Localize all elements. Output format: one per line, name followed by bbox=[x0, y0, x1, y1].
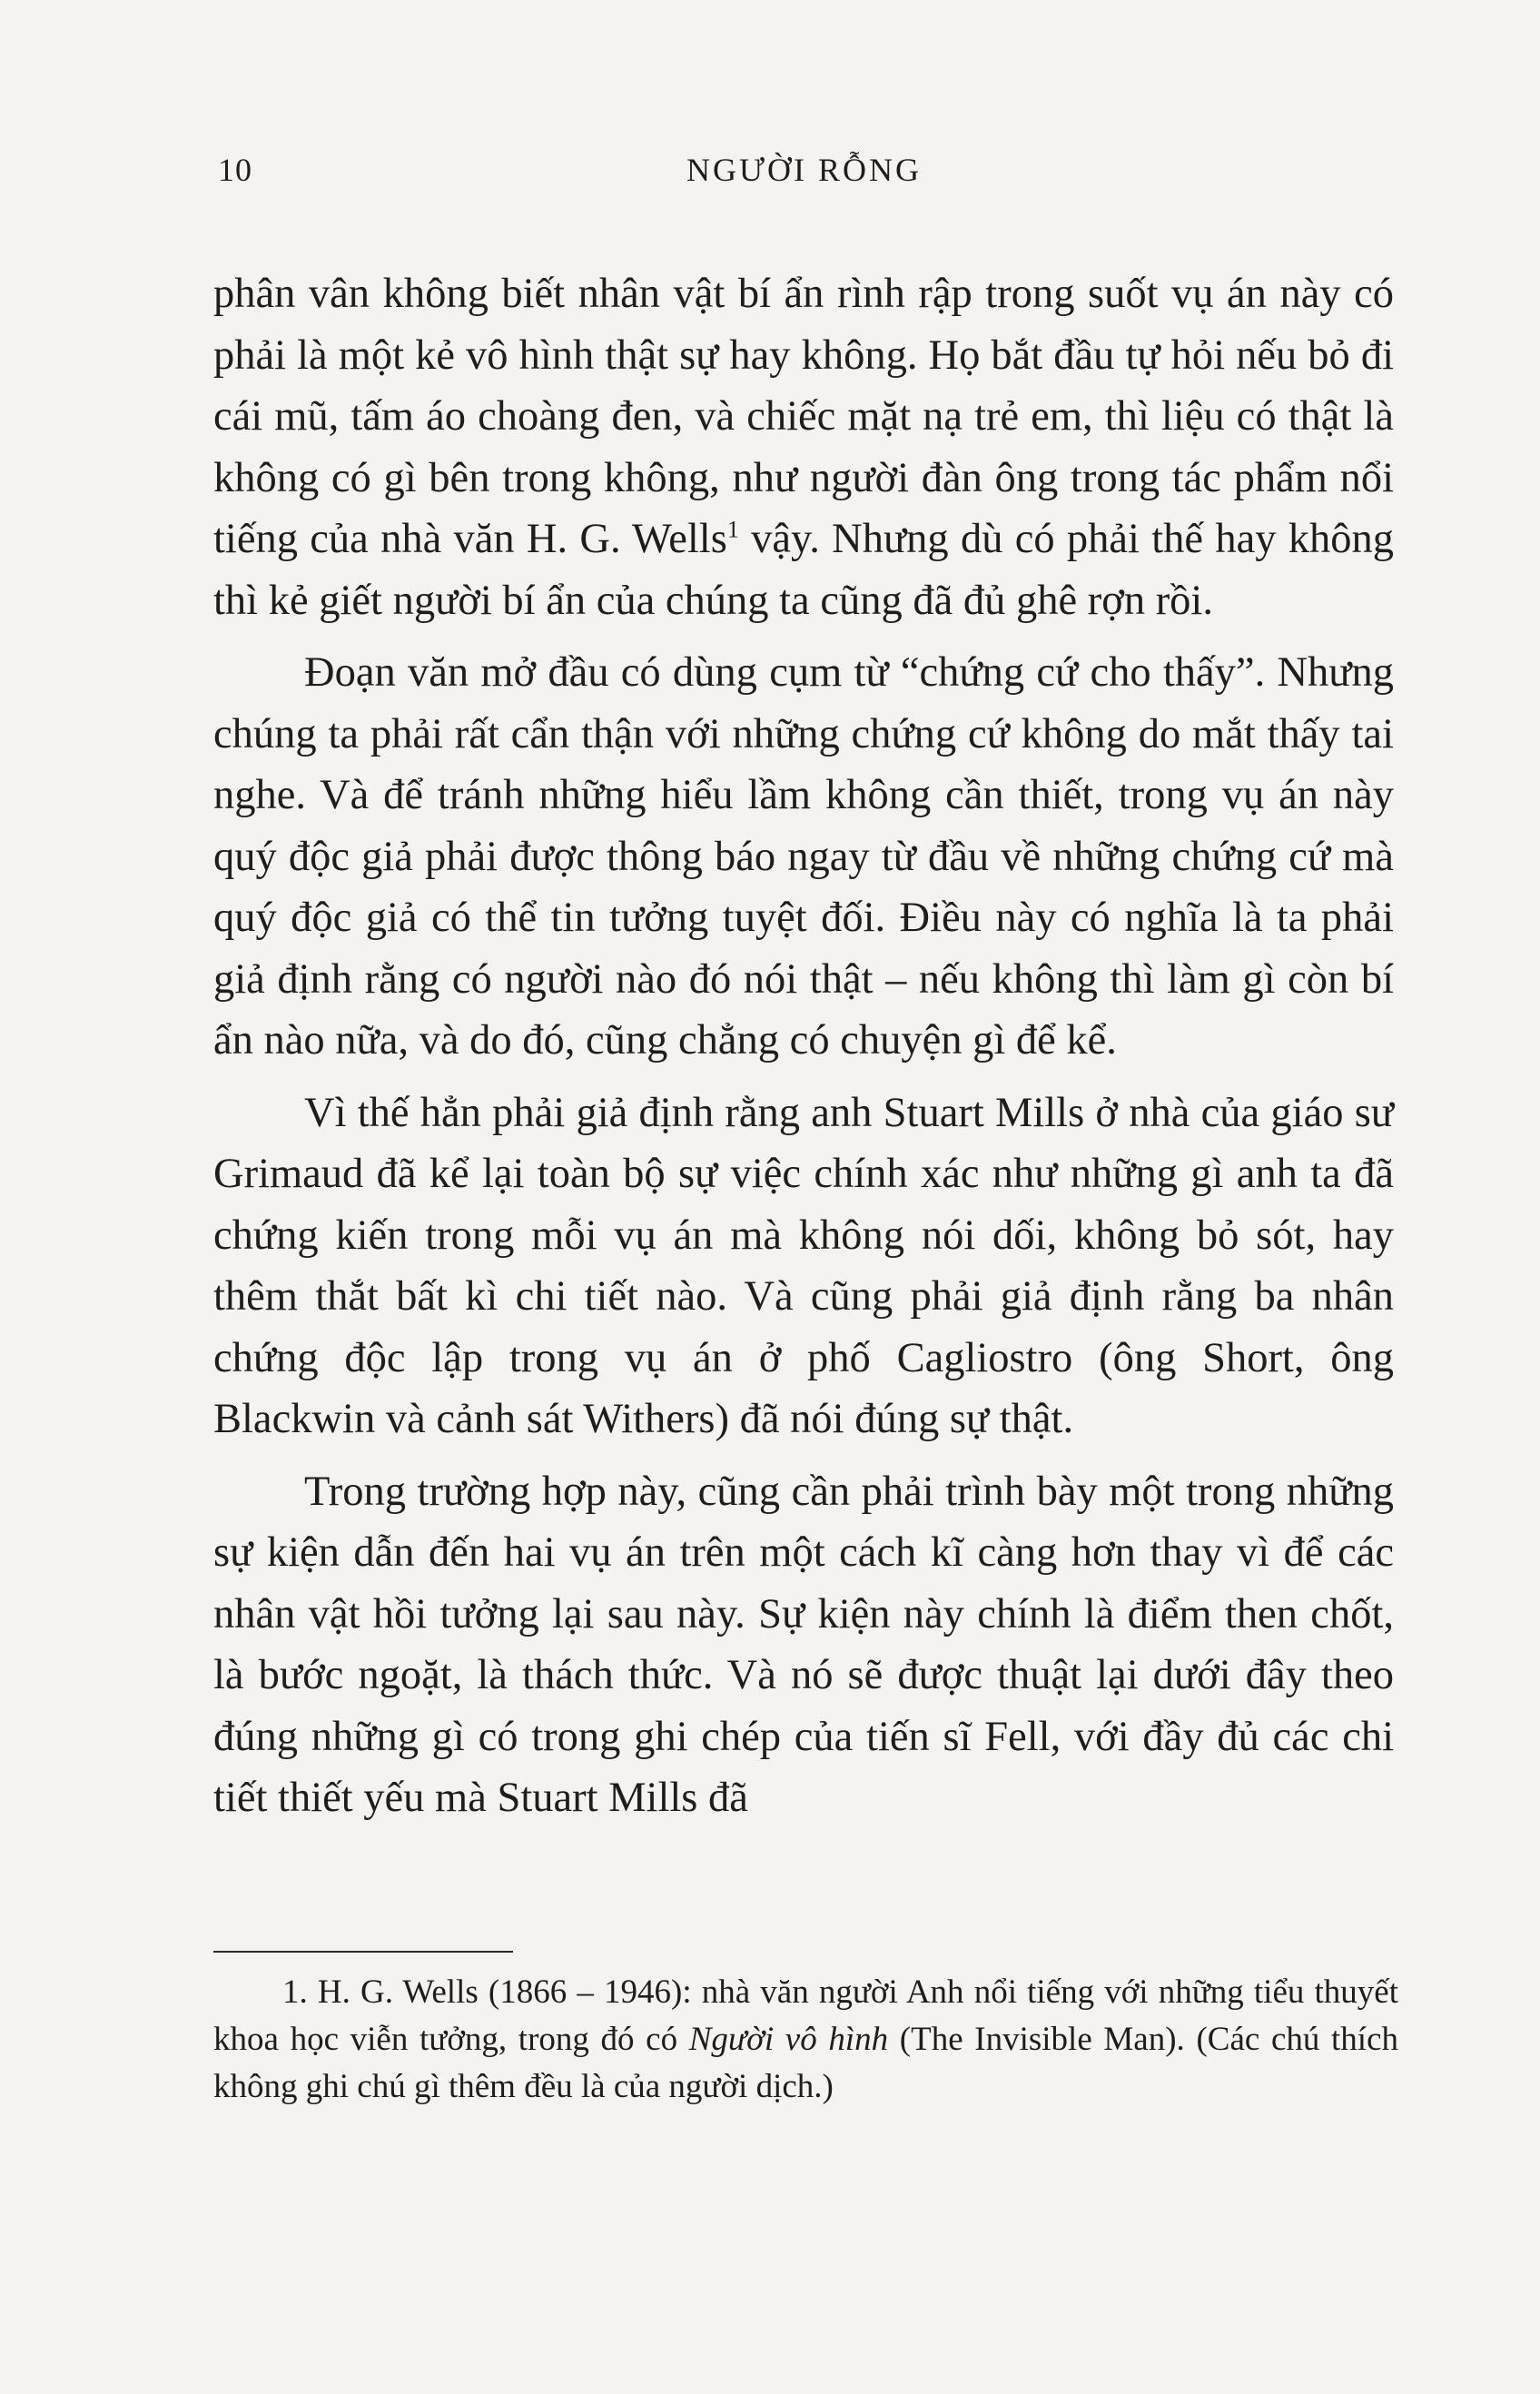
paragraph-3: Vì thế hẳn phải giả định rằng anh Stuart Mills ở nhà của giáo sư Grimaud đã kể lại toàn bộ sự việc chính xác như những gì anh ta đã chứng kiến trong mỗi vụ án mà không nói dối, không bỏ sót, hay thêm thắt bất kì chi tiết nào. Và cũng phải giả định rằng ba nhân chứng độc lập trong vụ án ở phố Cagliostro (ông Short, ông Blackwin và cảnh sát Withers) đã nói đúng sự thật. bbox=[213, 1089, 1394, 1442]
footnote-reference[interactable]: 1 bbox=[726, 516, 739, 543]
paragraph-1-text: phân vân không biết nhân vật bí ẩn rình rập trong suốt vụ án này có phải là một kẻ vô hình thật sự hay không. Họ bắt đầu tự hỏi nếu bỏ đi cái mũ, tấm áo choàng đen, và chiếc mặt nạ trẻ em, thì liệu có thật là không có gì bên trong không, như người đàn ông trong tác phẩm nổi tiếng của nhà văn H. G. Wells bbox=[213, 271, 1394, 562]
footnote-book-title: Người vô hình bbox=[688, 2021, 889, 2058]
footnote-divider bbox=[213, 1951, 513, 1953]
running-title: NGƯỜI RỖNG bbox=[686, 152, 922, 188]
paragraph-1 bbox=[213, 263, 1394, 631]
page-header bbox=[218, 151, 1390, 196]
paragraph-2: Đoạn văn mở đầu có dùng cụm từ “chứng cứ cho thấy”. Nhưng chúng ta phải rất cẩn thận với những chứng cứ không do mắt thấy tai nghe. Và để tránh những hiểu lầm không cần thiết, trong vụ án này quý độc giả phải được thông báo ngay từ đầu về những chứng cứ mà quý độc giả có thể tin tưởng tuyệt đối. Điều này có nghĩa là ta phải giả định rằng có người nào đó nói thật – nếu không thì làm gì còn bí ẩn nào nữa, và do đó, cũng chẳng có chuyện gì để kể. bbox=[213, 649, 1394, 1063]
paragraph-4: Trong trường hợp này, cũng cần phải trình bày một trong những sự kiện dẫn đến hai vụ án trên một cách kĩ càng hơn thay vì để các nhân vật hồi tưởng lại sau này. Sự kiện này chính là điểm then chốt, là bước ngoặt, là thách thức. Và nó sẽ được thuật lại dưới đây theo đúng những gì có trong ghi chép của tiến sĩ Fell, với đầy đủ các chi tiết thiết yếu mà Stuart Mills đã bbox=[213, 1468, 1394, 1821]
footnote-text: H. G. Wells (1866 – 1946): nhà văn người Anh nổi tiếng với những tiểu thuyết khoa học viễn tưởng, trong đó có bbox=[213, 1974, 1398, 2058]
paragraph-1-text-continued: vậy. Nhưng dù có phải thế hay không thì kẻ giết người bí ẩn của chúng ta cũng đã đủ ghê rợn rồi. bbox=[213, 516, 1395, 624]
page-number: 10 bbox=[218, 152, 252, 188]
body-text bbox=[213, 263, 1394, 1840]
footnote bbox=[213, 1969, 1398, 2111]
footnote-marker: 1. bbox=[282, 1974, 308, 2011]
footnote-text-continued: (The Invisible Man). (Các chú thích không ghi chú gì thêm đều là của người dịch.) bbox=[213, 2021, 1398, 2105]
